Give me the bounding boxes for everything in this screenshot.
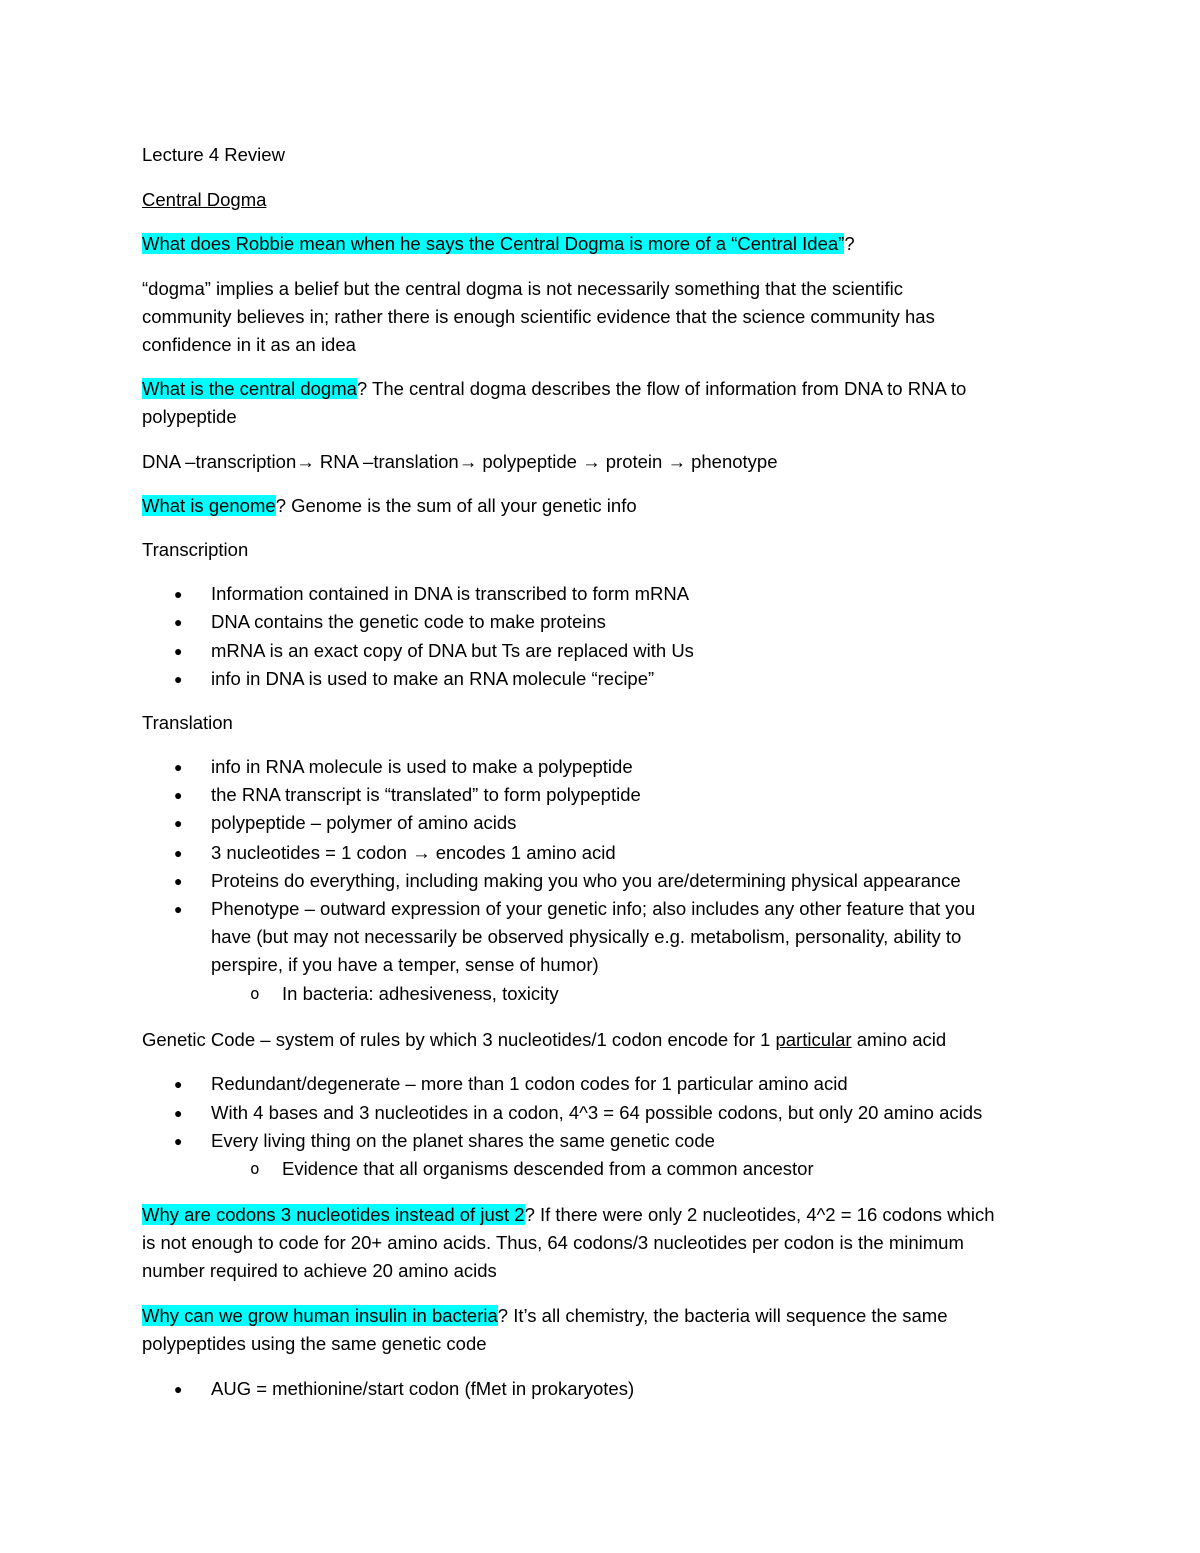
question-codons — [142, 1201, 995, 1229]
document-title: Lecture 4 Review — [142, 144, 285, 165]
bullet-marker — [174, 781, 182, 809]
answer-text: ? Genome is the sum of all your genetic info — [275, 495, 637, 516]
underlined-word: particular — [775, 1029, 852, 1050]
answer-line: polypeptide — [142, 406, 237, 427]
answer-line: is not enough to code for 20+ amino acids. Thus, 64 codons/3 nucleotides per codon is the minimum — [142, 1232, 964, 1253]
list-item: AUG = methionine/start codon (fMet in prokaryotes) — [211, 1378, 635, 1399]
list-item: 3 nucleotides = 1 codon → encodes 1 amino acid — [211, 842, 616, 863]
list-item: the RNA transcript is “translated” to form polypeptide — [211, 784, 641, 805]
list-item: Every living thing on the planet shares the same genetic code — [211, 1130, 715, 1151]
highlighted-question: Why are codons 3 nucleotides instead of just 2 — [142, 1204, 525, 1225]
list-item: polypeptide – polymer of amino acids — [211, 812, 517, 833]
bullet-marker — [174, 895, 182, 923]
list-item: info in RNA molecule is used to make a polypeptide — [211, 756, 633, 777]
list-item: With 4 bases and 3 nucleotides in a codon, 4^3 = 64 possible codons, but only 20 amino acids — [211, 1102, 983, 1123]
bullet-marker — [174, 1099, 182, 1127]
answer-text: ? The central dogma describes the flow of information from DNA to RNA to — [356, 378, 967, 399]
list-item-continuation: have (but may not necessarily be observed physically e.g. metabolism, personality, ability to — [211, 926, 962, 947]
question-insulin — [142, 1302, 948, 1330]
list-item: Redundant/degenerate – more than 1 codon codes for 1 particular amino acid — [211, 1073, 848, 1094]
highlighted-question: What is genome — [142, 495, 276, 516]
definition-text: amino acid — [851, 1029, 947, 1050]
list-item: mRNA is an exact copy of DNA but Ts are replaced with Us — [211, 640, 694, 661]
list-item-continuation: perspire, if you have a temper, sense of humor) — [211, 954, 599, 975]
answer-line: number required to achieve 20 amino acids — [142, 1260, 497, 1281]
answer-line: “dogma” implies a belief but the central dogma is not necessarily something that the scientific — [142, 278, 903, 299]
sub-list-item: In bacteria: adhesiveness, toxicity — [282, 983, 559, 1004]
question-central-dogma — [142, 375, 966, 403]
list-item: Proteins do everything, including making you who you are/determining physical appearance — [211, 870, 961, 891]
bullet-marker — [174, 1375, 182, 1403]
list-item: info in DNA is used to make an RNA molecule “recipe” — [211, 668, 655, 689]
answer-text: ? If there were only 2 nucleotides, 4^2 = 16 codons which — [524, 1204, 995, 1225]
list-item: Information contained in DNA is transcribed to form mRNA — [211, 583, 690, 604]
question-central-idea — [142, 230, 855, 258]
sub-list-item: Evidence that all organisms descended from a common ancestor — [282, 1158, 814, 1179]
list-item: DNA contains the genetic code to make proteins — [211, 611, 606, 632]
list-item-phenotype: Phenotype – outward expression of your genetic info; also includes any other feature that you — [211, 898, 976, 919]
sub-bullet-marker: o — [250, 984, 260, 1003]
question-mark: ? — [844, 233, 855, 254]
question-genome — [142, 492, 637, 520]
highlighted-question: What is the central dogma — [142, 378, 357, 399]
genetic-code-definition — [142, 1026, 946, 1054]
bullet-marker — [174, 665, 182, 693]
section-heading: Central Dogma — [142, 189, 267, 210]
central-dogma-flow: DNA –transcription→ RNA –translation→ polypeptide → protein → phenotype — [142, 451, 778, 472]
bullet-marker — [174, 809, 182, 837]
bullet-marker — [174, 1070, 182, 1098]
answer-line: community believes in; rather there is enough scientific evidence that the science community has — [142, 306, 935, 327]
bullet-marker — [174, 839, 182, 867]
bullet-marker — [174, 637, 182, 665]
answer-text: ? It’s all chemistry, the bacteria will sequence the same — [497, 1305, 948, 1326]
sub-bullet-marker: o — [250, 1159, 260, 1178]
highlighted-question: Why can we grow human insulin in bacteria — [142, 1305, 498, 1326]
translation-heading: Translation — [142, 712, 233, 733]
bullet-marker — [174, 867, 182, 895]
answer-line: polypeptides using the same genetic code — [142, 1333, 487, 1354]
bullet-marker — [174, 1127, 182, 1155]
bullet-marker — [174, 753, 182, 781]
definition-text: Genetic Code – system of rules by which 3 nucleotides/1 codon encode for 1 — [142, 1029, 776, 1050]
answer-line: confidence in it as an idea — [142, 334, 356, 355]
highlighted-question: What does Robbie mean when he says the Central Dogma is more of a “Central Idea” — [142, 233, 845, 254]
bullet-marker — [174, 580, 182, 608]
bullet-marker — [174, 608, 182, 636]
transcription-heading: Transcription — [142, 539, 249, 560]
